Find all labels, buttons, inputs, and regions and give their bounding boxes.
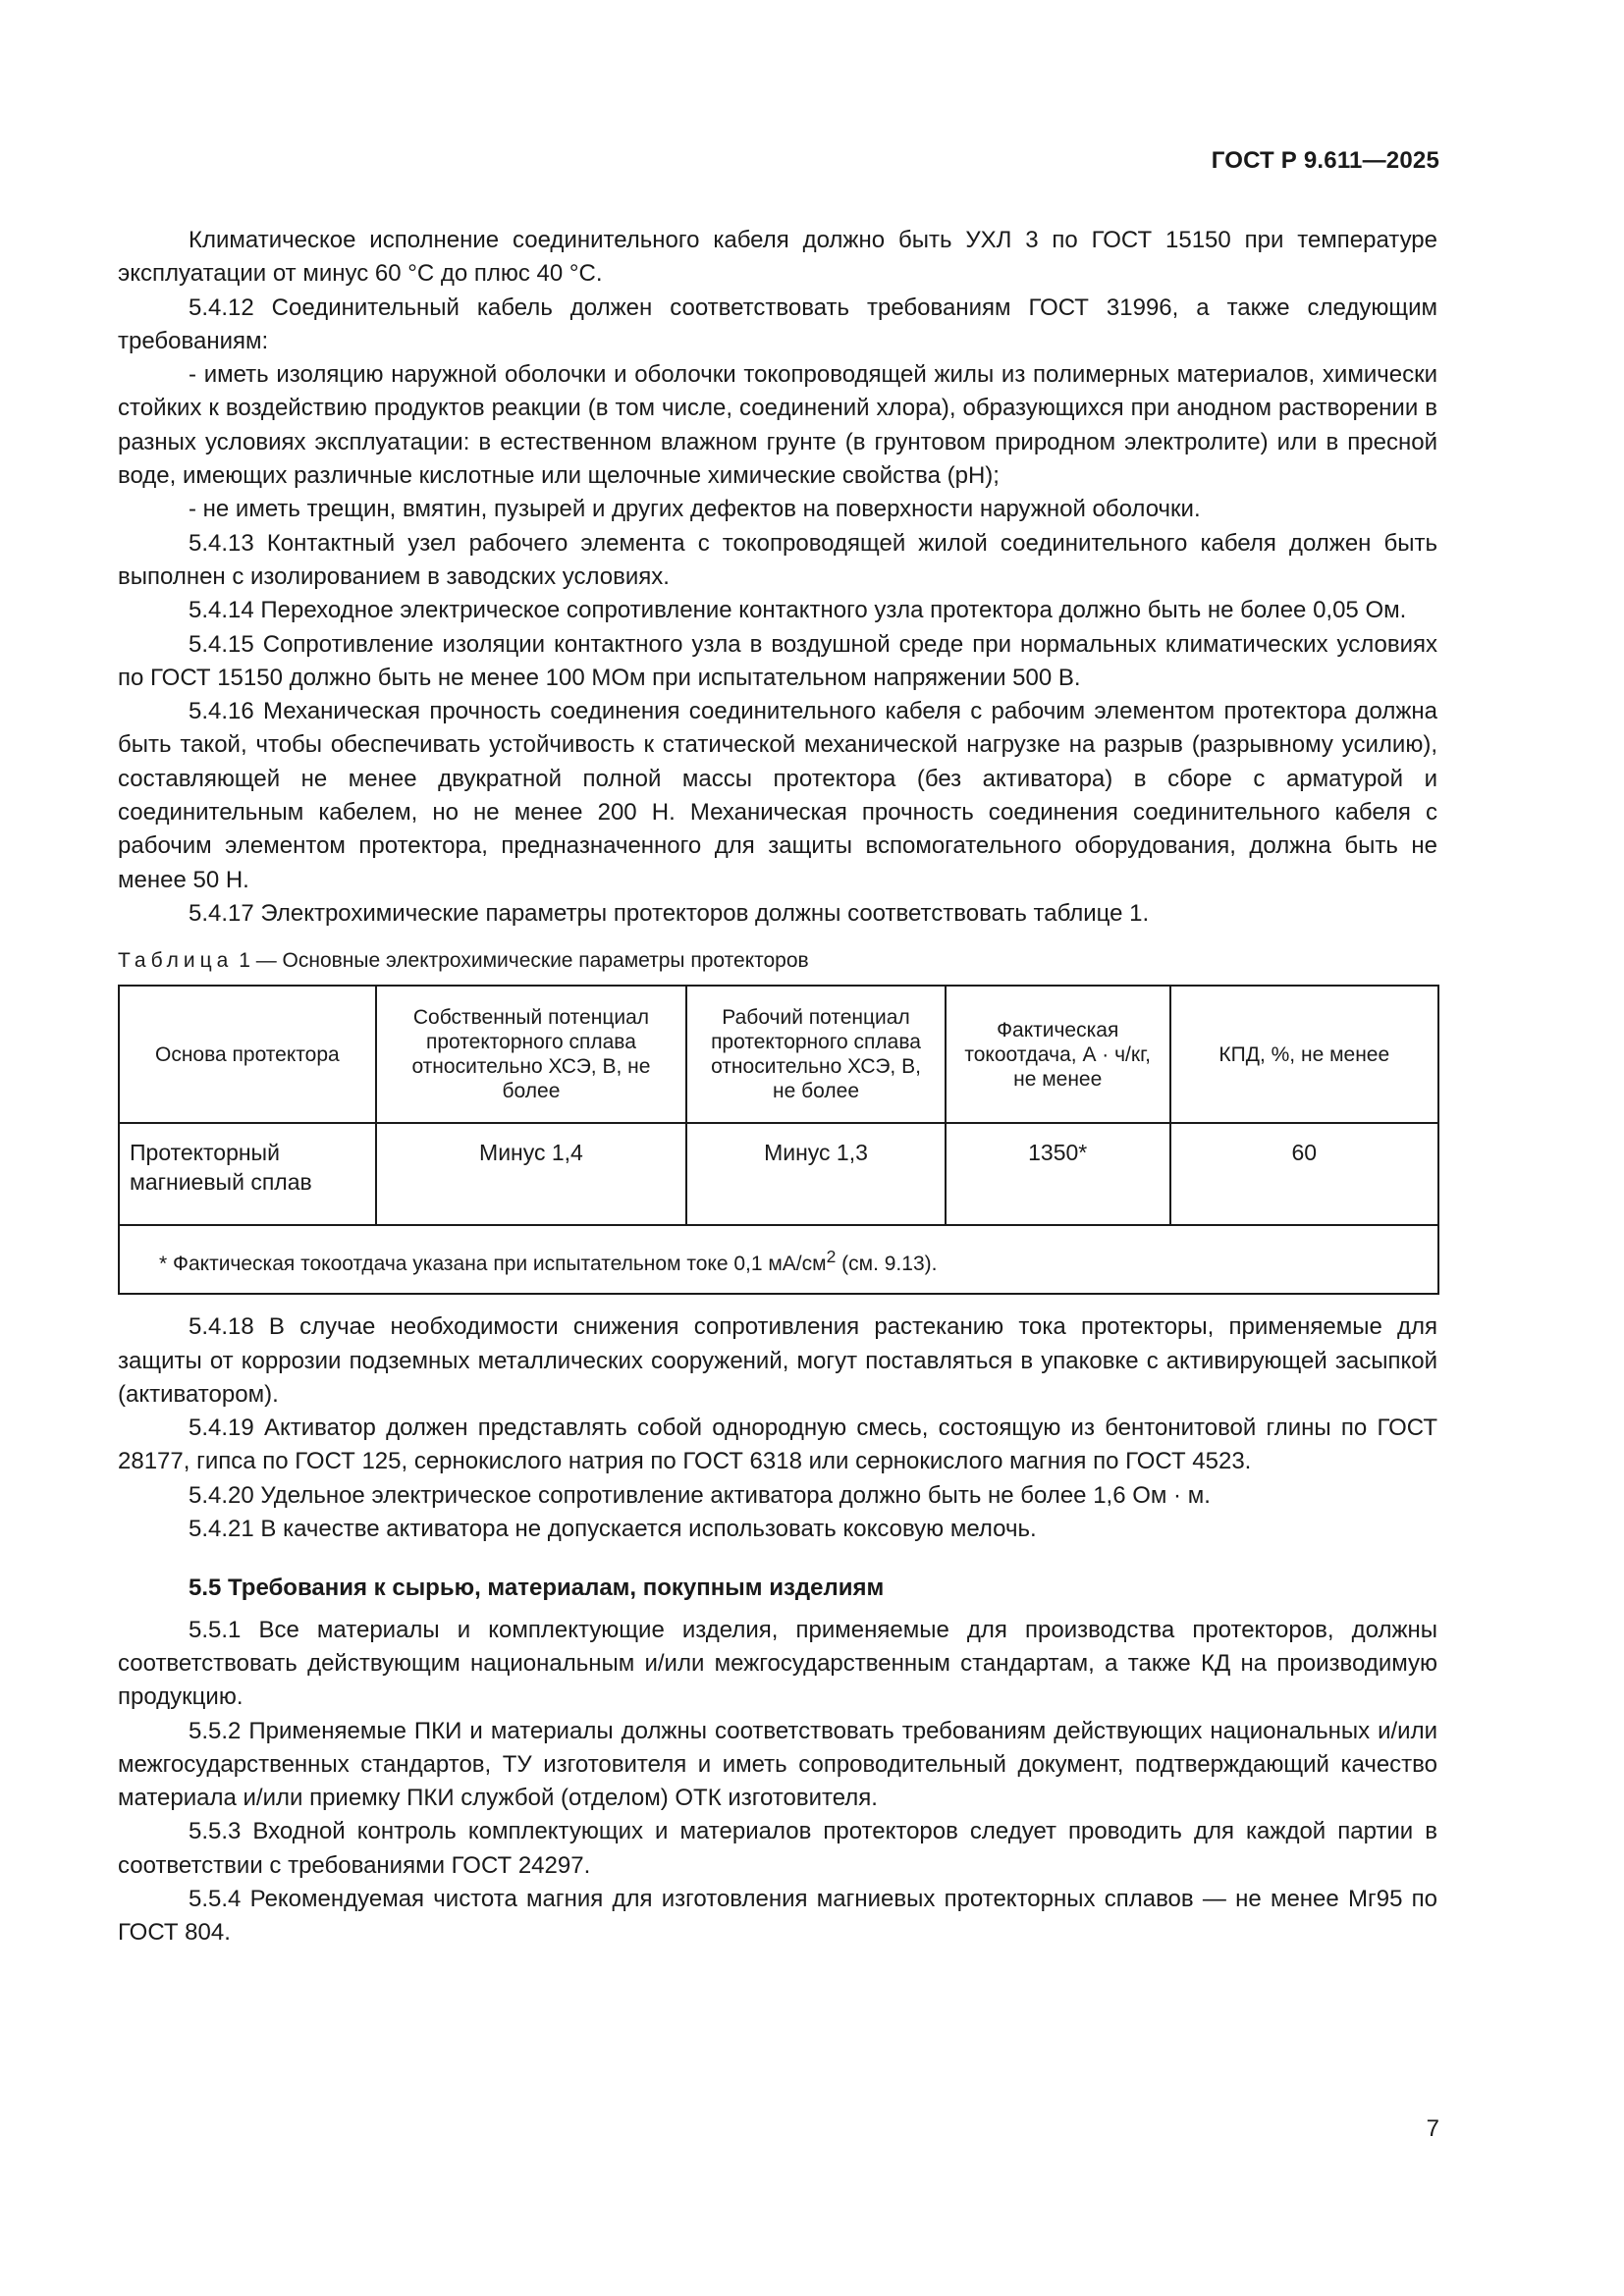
section-heading: 5.5 Требования к сырью, материалам, покупным изделиям [189, 1575, 885, 1602]
paragraph: Климатическое исполнение соединительного кабеля должно быть УХЛ 3 по ГОСТ 15150 при температуре эксплуатации от минус 60 °С до плюс 40 °С. [118, 227, 1437, 288]
paragraph: 5.4.15 Сопротивление изоляции контактного узла в воздушной среде при нормальных климатических условиях по ГОСТ 15150 должно быть не менее 100 МОм при испытательном напряжении 500 В. [118, 630, 1437, 691]
table-footnote [119, 1225, 1438, 1294]
paragraph: 5.4.17 Электрохимические параметры протекторов должны соответствовать таблице 1. [189, 899, 1150, 927]
cell-base: Протекторный магниевый сплав [119, 1123, 376, 1225]
header-cell-working-potential: Рабочий потенциал протекторного сплава относительно ХСЭ, В, не более [686, 986, 946, 1123]
document-code: ГОСТ Р 9.611—2025 [1211, 147, 1439, 174]
paragraph: 5.4.16 Механическая прочность соединения соединительного кабеля с рабочим элементом протектора должна быть такой, чтобы обеспечивать устойчивость к статической механической нагрузке на разрыв (разрывному усилию), составляющей не менее двукратной полной массы протектора (без активатора) в сборе с арматурой и соединительным кабелем, но не менее 200 Н. Механическая прочность соединения соединительного кабеля с рабочим элементом протектора, предназначенного для защиты вспомогательного оборудования, должна быть не менее 50 Н. [118, 698, 1437, 893]
table-caption-text: 1 — Основные электрохимические параметры протекторов [239, 949, 809, 973]
table-caption [118, 946, 1437, 976]
paragraph: - не иметь трещин, вмятин, пузырей и других дефектов на поверхности наружной оболочки. [189, 496, 1201, 523]
footnote-reference: (см. 9.13). [836, 1253, 938, 1276]
parameters-table [118, 985, 1439, 1295]
header-cell-own-potential: Собственный потенциал протекторного сплава относительно ХСЭ, В, не более [376, 986, 686, 1123]
cell-current-output: 1350* [946, 1123, 1170, 1225]
paragraph: 5.5.4 Рекомендуемая чистота магния для изготовления магниевых протекторных сплавов — не менее Мг95 по ГОСТ 804. [118, 1885, 1437, 1947]
paragraph: - иметь изоляцию наружной оболочки и оболочки токопроводящей жилы из полимерных материалов, химически стойких к воздействию продуктов реакции (в том числе, соединений хлора), образующихся при анодном растворении в разных условиях эксплуатации: в естественном влажном грунте (в грунтовом природном электролите) или в пресной воде, имеющих различные кислотные или щелочные химические свойства (pH); [118, 361, 1437, 490]
header-cell-current-output: Фактическая токоотдача, А · ч/кг, не менее [946, 986, 1170, 1123]
table-caption-label: Таблица [118, 949, 234, 973]
cell-working-potential: Минус 1,3 [686, 1123, 946, 1225]
paragraph: 5.4.19 Активатор должен представлять собой однородную смесь, состоящую из бентонитовой глины по ГОСТ 28177, гипса по ГОСТ 125, сернокислого натрия по ГОСТ 6318 или сернокислого магния по ГОСТ 4523. [118, 1415, 1437, 1475]
cell-efficiency: 60 [1170, 1123, 1438, 1225]
footnote-text: * Фактическая токоотдача указана при испытательном токе 0,1 мА/см [159, 1253, 827, 1276]
paragraph: 5.4.13 Контактный узел рабочего элемента с токопроводящей жилой соединительного кабеля должен быть выполнен с изолированием в заводских условиях. [118, 529, 1437, 590]
paragraph: 5.4.12 Соединительный кабель должен соответствовать требованиям ГОСТ 31996, а также следующим требованиям: [118, 294, 1437, 354]
header-cell-efficiency: КПД, %, не менее [1170, 986, 1438, 1123]
table-header-row [119, 986, 1438, 1123]
paragraph: 5.4.18 В случае необходимости снижения сопротивления растеканию тока протекторы, применяемые для защиты от коррозии подземных металлических сооружений, могут поставляться в упаковке с активирующей засыпкой (активатором). [118, 1313, 1437, 1408]
document-body [118, 224, 1437, 1950]
table-row [119, 1123, 1438, 1225]
paragraph: 5.5.2 Применяемые ПКИ и материалы должны соответствовать требованиям действующих национальных и/или межгосударственных стандартов, ТУ изготовителя и иметь сопроводительный документ, подтверждающий качество материала и/или приемку ПКИ службой (отделом) ОТК изготовителя. [118, 1717, 1437, 1812]
paragraph: 5.5.1 Все материалы и комплектующие изделия, применяемые для производства протекторов, должны соответствовать действующим национальным и/или межгосударственным стандартам, а также КД на производимую продукцию. [118, 1616, 1437, 1711]
paragraph: 5.4.14 Переходное электрическое сопротивление контактного узла протектора должно быть не более 0,05 Ом. [189, 597, 1407, 624]
footnote-superscript: 2 [826, 1247, 837, 1267]
table-note-row [119, 1225, 1438, 1294]
page-number: 7 [1426, 2115, 1439, 2142]
paragraph: 5.4.20 Удельное электрическое сопротивление активатора должно быть не более 1,6 Ом · м. [189, 1481, 1211, 1509]
header-cell-base: Основа протектора [119, 986, 376, 1123]
cell-own-potential: Минус 1,4 [376, 1123, 686, 1225]
paragraph: 5.5.3 Входной контроль комплектующих и материалов протекторов следует проводить для каждой партии в соответствии с требованиями ГОСТ 24297. [118, 1818, 1437, 1879]
paragraph: 5.4.21 В качестве активатора не допускается использовать коксовую мелочь. [189, 1516, 1037, 1543]
